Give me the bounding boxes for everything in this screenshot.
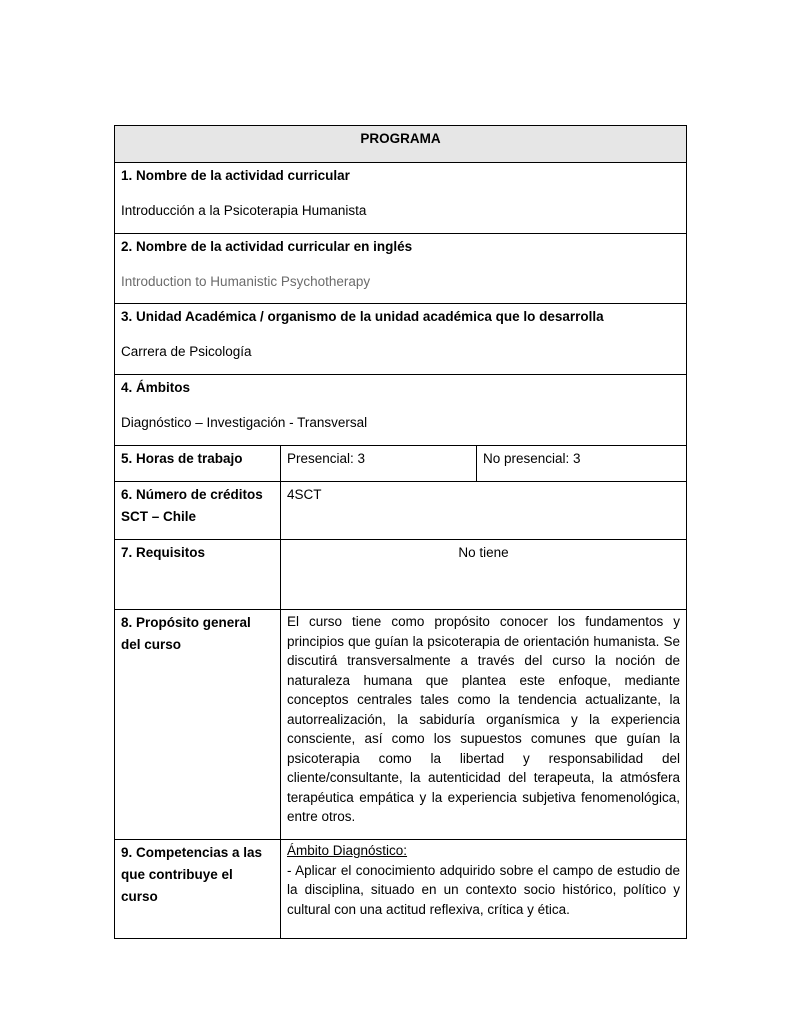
section9-content (281, 840, 687, 939)
section3-title: 3. Unidad Académica / organismo de la unidad académica que lo desarrolla (121, 309, 604, 324)
program-header: PROGRAMA (115, 126, 687, 163)
section9-label-line1: 9. Competencias a las (121, 845, 263, 860)
section7-label: 7. Requisitos (115, 540, 281, 610)
section6-label (115, 482, 281, 540)
section8-label (115, 610, 281, 840)
section6-label-line1: 6. Número de créditos (121, 487, 263, 502)
header-row (115, 126, 687, 163)
section5-label: 5. Horas de trabajo (115, 446, 281, 482)
presencial-hours: Presencial: 3 (281, 446, 477, 482)
section1-title: 1. Nombre de la actividad curricular (121, 168, 350, 183)
section9-label-line2: que contribuye el (121, 867, 233, 882)
section4-title: 4. Ámbitos (121, 380, 191, 395)
section7-row (115, 540, 687, 610)
section2-value: Introduction to Humanistic Psychotherapy (121, 274, 371, 289)
section6-value: 4SCT (281, 482, 687, 540)
section1-row (115, 163, 687, 234)
section3-row (115, 304, 687, 375)
section5-row (115, 446, 687, 482)
section4-value: Diagnóstico – Investigación - Transversal (121, 415, 368, 430)
section8-label-line1: 8. Propósito general (121, 615, 251, 630)
section9-label-line3: curso (121, 889, 158, 904)
section1-value: Introducción a la Psicoterapia Humanista (121, 203, 367, 218)
section7-value: No tiene (281, 540, 687, 610)
section6-label-line2: SCT – Chile (121, 509, 197, 524)
section8-value: El curso tiene como propósito conocer los fundamentos y principios que guían la psicoterapia de orientación humanista. Se discutirá transversalmente a través del curso la noción de naturaleza humana que plantea este enfoque, mediante conceptos centrales tales como la tendencia actualizante, la autorrealización, la sabiduría organísmica y la experiencia consciente, así como los supuestos comunes que guían la psicoterapia como la libertad y responsabilidad del cliente/consultante, la autenticidad del terapeuta, la atmósfera terapéutica empática y la experiencia subjetiva fenomenológica, entre otros. (281, 610, 687, 840)
section4-row (115, 375, 687, 446)
program-table (114, 125, 687, 939)
section9-row (115, 840, 687, 939)
no-presencial-hours: No presencial: 3 (477, 446, 687, 482)
section9-label (115, 840, 281, 939)
section2-row (115, 234, 687, 304)
section8-label-line2: del curso (121, 637, 182, 652)
section2-title: 2. Nombre de la actividad curricular en inglés (121, 239, 413, 254)
section6-row (115, 482, 687, 540)
section9-value: - Aplicar el conocimiento adquirido sobre el campo de estudio de la disciplina, situado en un contexto socio histórico, político y cultural con una actitud reflexiva, crítica y ética. (287, 862, 681, 917)
section3-value: Carrera de Psicología (121, 344, 252, 359)
section9-heading: Ámbito Diagnóstico: (287, 843, 408, 858)
section8-row (115, 610, 687, 840)
